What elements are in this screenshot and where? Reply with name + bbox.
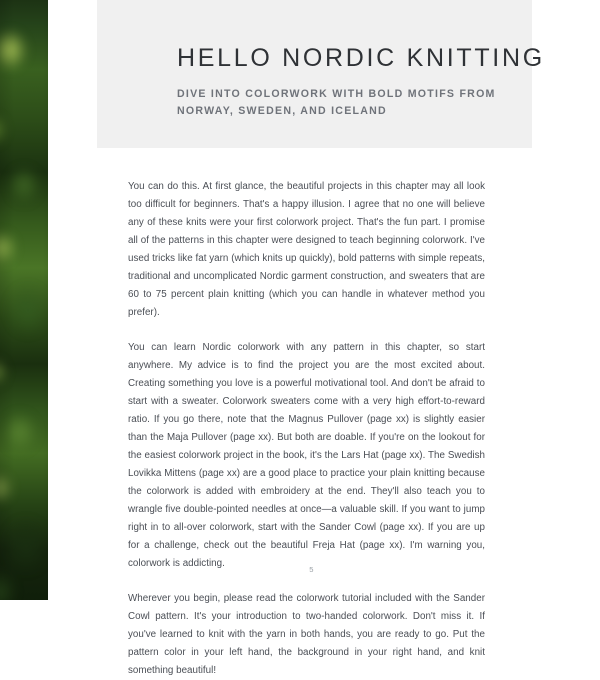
page-subtitle: [177, 86, 522, 119]
page-subtitle-line-1: DIVE INTO COLORWORK WITH BOLD MOTIFS FROM: [177, 88, 496, 100]
page-content: [48, 0, 600, 676]
body-paragraph-1: You can do this. At first glance, the beautiful projects in this chapter may all look too difficult for beginners. That's a happy illusion. I agree that no one will believe any of these knits were your first colorwork project. That's the fun part. I promise all of the patterns in this chapter were designed to teach beginning colorwork. I've used tricks like fat yarn (which knits up quickly), bold patterns with simple repeats, traditional and uncomplicated Nordic garment construction, and sweaters that are 60 to 75 percent plain knitting (which you can handle in whatever method you prefer).: [128, 181, 485, 318]
body-paragraph-2: You can learn Nordic colorwork with any pattern in this chapter, so start anywhere. My advice is to find the project you are the most excited about. Creating something you love is a powerful motivational tool. And don't be afraid to start with a sweater. Colorwork sweaters come with a very high effort-to-reward ratio. If you go there, note that the Magnus Pullover (page xx) is slightly easier than the Maja Pullover (page xx). But both are doable. If you're on the lookout for the easiest colorwork project in the book, it's the Lars Hat (page xx). The Swedish Lovikka Mittens (page xx) are a good place to practice your plain knitting because the colorwork is added with embroidery at the end. They'll also teach you to wrangle five double-pointed needles at once—a valuable skill. If you want to jump right in to all-over colorwork, start with the Sander Cowl (page xx). If you are up for a challenge, check out the beautiful Freja Hat (page xx). I'm warning you, colorwork is addicting.: [128, 342, 485, 569]
body-paragraph-3: Wherever you begin, please read the colorwork tutorial included with the Sander Cowl pattern. It's your introduction to two-handed colorwork. Don't miss it. If you've learned to knit with the yarn in both hands, you are ready to go. Put the pattern color in your left hand, the background in your right hand, and knit something beautiful!: [128, 593, 485, 676]
foliage-photo: [0, 0, 48, 600]
page-number: 5: [309, 565, 314, 574]
page-title: HELLO NORDIC KNITTING: [177, 44, 545, 72]
body-copy: [128, 178, 485, 680]
chapter-header-band: [97, 0, 545, 148]
foliage-photo-shading: [0, 0, 48, 600]
page-subtitle-line-2: NORWAY, SWEDEN, AND ICELAND: [177, 104, 387, 117]
